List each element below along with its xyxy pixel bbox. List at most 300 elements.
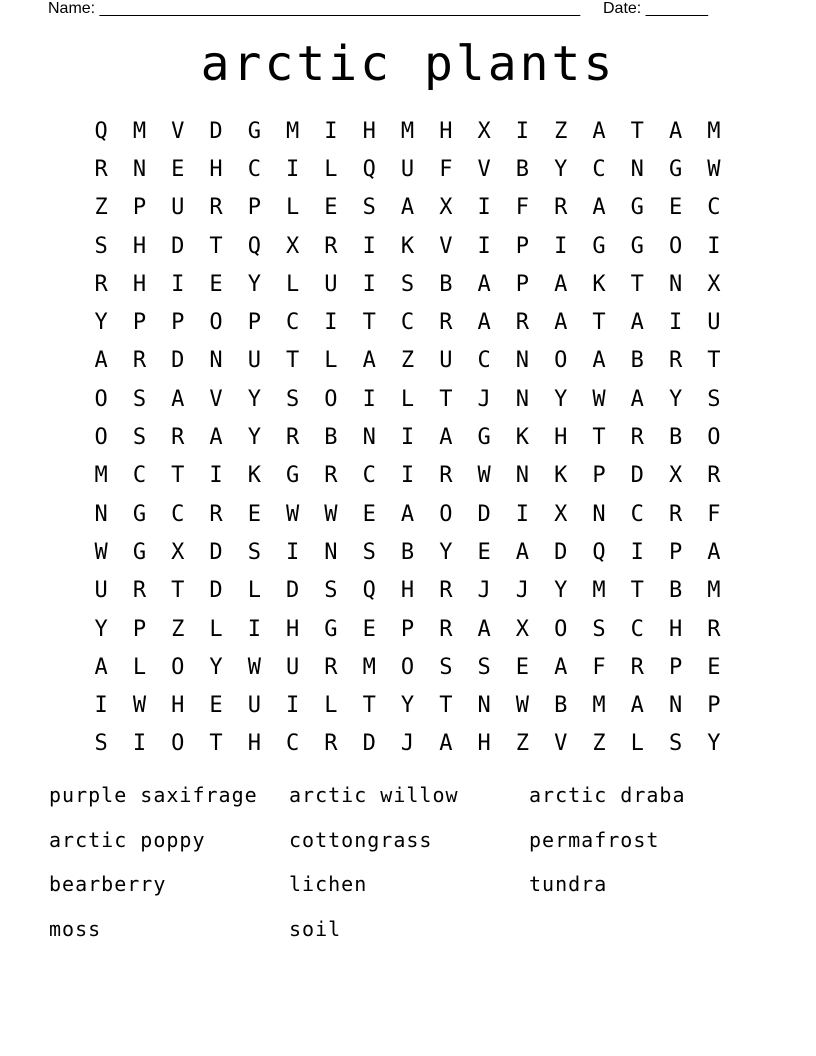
grid-letter[interactable]: Q (362, 156, 376, 182)
grid-letter[interactable]: H (209, 156, 223, 182)
grid-letter[interactable]: Y (554, 156, 568, 182)
grid-letter[interactable]: U (247, 348, 261, 374)
grid-letter[interactable]: G (132, 539, 147, 565)
grid-letter[interactable]: K (400, 233, 415, 259)
word-list-item: cottongrass (289, 827, 433, 852)
grid-letter[interactable]: Q (362, 578, 376, 604)
grid-letter[interactable]: I (400, 463, 415, 489)
grid-letter[interactable]: R (439, 578, 453, 604)
grid-letter[interactable]: W (324, 501, 338, 527)
grid-letter[interactable]: P (400, 616, 415, 642)
grid-letter[interactable]: C (286, 310, 300, 336)
grid-letter[interactable]: N (209, 348, 223, 374)
grid-letter[interactable]: Y (554, 386, 568, 412)
grid-letter[interactable]: A (592, 195, 606, 221)
grid-letter[interactable]: Z (400, 348, 415, 374)
grid-letter[interactable]: G (630, 195, 644, 221)
grid-letter[interactable]: W (592, 386, 606, 412)
grid-letter[interactable]: Z (515, 731, 530, 757)
grid-letter[interactable]: X (286, 233, 300, 259)
grid-letter[interactable]: T (171, 463, 185, 489)
grid-letter[interactable]: C (630, 501, 644, 527)
grid-letter[interactable]: L (209, 616, 223, 642)
grid-letter[interactable]: P (247, 195, 261, 221)
grid-letter[interactable]: O (171, 654, 185, 680)
grid-letter[interactable]: E (171, 156, 185, 182)
grid-letter[interactable]: K (247, 463, 261, 489)
grid-letter[interactable]: C (362, 463, 376, 489)
grid-letter[interactable]: J (515, 578, 530, 604)
grid-letter[interactable]: A (592, 348, 606, 374)
grid-letter[interactable]: M (707, 578, 721, 604)
grid-letter[interactable]: Z (554, 118, 568, 144)
grid-letter[interactable]: Y (209, 654, 223, 680)
grid-letter[interactable]: T (209, 233, 223, 259)
grid-letter[interactable]: I (668, 310, 683, 336)
grid-letter[interactable]: C (132, 463, 147, 489)
grid-letter[interactable]: X (668, 463, 683, 489)
grid-letter[interactable]: U (286, 654, 300, 680)
grid-letter[interactable]: T (630, 578, 644, 604)
grid-letter[interactable]: N (630, 156, 644, 182)
grid-letter[interactable]: Y (554, 578, 568, 604)
grid-letter[interactable]: T (630, 118, 644, 144)
grid-letter[interactable]: A (477, 616, 491, 642)
grid-letter[interactable]: M (362, 654, 376, 680)
grid-letter[interactable]: W (515, 693, 530, 719)
grid-letter[interactable]: P (515, 233, 530, 259)
word-list-item: lichen (289, 872, 368, 897)
grid-letter[interactable]: E (209, 271, 223, 297)
grid-letter[interactable]: G (592, 233, 606, 259)
grid-letter[interactable]: A (630, 386, 644, 412)
grid-letter[interactable]: A (439, 731, 453, 757)
grid-letter[interactable]: X (554, 501, 568, 527)
grid-letter[interactable]: G (132, 501, 147, 527)
grid-letter[interactable]: I (286, 156, 300, 182)
grid-letter[interactable]: J (400, 731, 415, 757)
grid-letter[interactable]: X (171, 539, 185, 565)
grid-letter[interactable]: X (477, 118, 491, 144)
grid-letter[interactable]: J (477, 578, 491, 604)
grid-letter[interactable]: S (247, 539, 261, 565)
grid-letter[interactable]: O (668, 233, 683, 259)
grid-letter[interactable]: V (171, 118, 185, 144)
grid-letter[interactable]: B (324, 425, 338, 451)
grid-letter[interactable]: S (94, 731, 108, 757)
grid-letter[interactable]: L (286, 271, 300, 297)
grid-letter[interactable]: D (477, 501, 491, 527)
grid-letter[interactable]: G (324, 616, 338, 642)
grid-letter[interactable]: O (94, 386, 108, 412)
grid-letter[interactable]: P (515, 271, 530, 297)
grid-letter[interactable]: Z (94, 195, 108, 221)
grid-letter[interactable]: M (707, 118, 721, 144)
grid-letter[interactable]: S (439, 654, 453, 680)
grid-letter[interactable]: B (554, 693, 568, 719)
grid-letter[interactable]: O (707, 425, 721, 451)
grid-letter[interactable]: W (247, 654, 261, 680)
grid-letter[interactable]: G (247, 118, 261, 144)
grid-letter[interactable]: O (324, 386, 338, 412)
grid-letter[interactable]: R (439, 616, 453, 642)
grid-letter[interactable]: N (94, 501, 108, 527)
word-list-item: arctic draba (529, 783, 686, 807)
grid-letter[interactable]: A (209, 425, 223, 451)
grid-letter[interactable]: H (247, 731, 261, 757)
grid-letter[interactable]: A (630, 310, 644, 336)
grid-letter[interactable]: T (592, 425, 606, 451)
grid-letter[interactable]: B (515, 156, 530, 182)
grid-letter[interactable]: N (477, 693, 491, 719)
grid-letter[interactable]: T (630, 271, 644, 297)
grid-letter[interactable]: H (477, 731, 491, 757)
grid-letter[interactable]: I (286, 539, 300, 565)
grid-letter[interactable]: C (592, 156, 606, 182)
grid-letter[interactable]: A (707, 539, 721, 565)
grid-letter[interactable]: A (477, 271, 491, 297)
grid-letter[interactable]: A (668, 118, 683, 144)
grid-letter[interactable]: V (554, 731, 568, 757)
grid-letter[interactable]: C (477, 348, 491, 374)
grid-letter[interactable]: A (94, 654, 108, 680)
grid-letter[interactable]: B (668, 578, 683, 604)
grid-letter[interactable]: T (286, 348, 300, 374)
grid-letter[interactable]: H (668, 616, 683, 642)
grid-letter[interactable]: L (630, 731, 644, 757)
grid-letter[interactable]: R (132, 348, 147, 374)
grid-letter[interactable]: S (477, 654, 491, 680)
grid-letter[interactable]: O (400, 654, 415, 680)
grid-letter[interactable]: D (286, 578, 300, 604)
grid-letter[interactable]: O (94, 425, 108, 451)
grid-letter[interactable]: W (94, 539, 108, 565)
name-blank[interactable]: ______________________________________________________ (99, 0, 581, 17)
grid-letter[interactable]: R (668, 348, 683, 374)
grid-letter[interactable]: A (554, 310, 568, 336)
grid-letter[interactable]: L (286, 195, 300, 221)
grid-letter[interactable]: O (209, 310, 223, 336)
grid-letter[interactable]: A (94, 348, 108, 374)
grid-letter[interactable]: U (707, 310, 721, 336)
grid-letter[interactable]: B (630, 348, 644, 374)
grid-letter[interactable]: D (209, 539, 223, 565)
grid-letter[interactable]: P (171, 310, 185, 336)
grid-letter[interactable]: D (554, 539, 568, 565)
grid-letter[interactable]: N (515, 386, 530, 412)
grid-letter[interactable]: A (362, 348, 376, 374)
grid-letter[interactable]: I (324, 118, 338, 144)
grid-letter[interactable]: R (132, 578, 147, 604)
grid-letter[interactable]: D (171, 233, 185, 259)
grid-letter[interactable]: I (362, 233, 376, 259)
grid-letter[interactable]: R (209, 501, 223, 527)
grid-letter[interactable]: R (94, 156, 108, 182)
grid-letter[interactable]: P (132, 195, 147, 221)
grid-letter[interactable]: A (477, 310, 491, 336)
word-list-item: tundra (529, 872, 608, 897)
grid-letter[interactable]: L (324, 693, 338, 719)
grid-letter[interactable]: C (707, 195, 721, 221)
grid-letter[interactable]: T (362, 310, 376, 336)
grid-letter[interactable]: S (362, 539, 376, 565)
grid-letter[interactable]: I (324, 310, 338, 336)
grid-letter[interactable]: A (400, 501, 415, 527)
grid-letter[interactable]: U (94, 578, 108, 604)
grid-letter[interactable]: E (209, 693, 223, 719)
grid-letter[interactable]: E (707, 654, 721, 680)
grid-letter[interactable]: N (324, 539, 338, 565)
grid-letter[interactable]: D (362, 731, 376, 757)
grid-letter[interactable]: C (400, 310, 415, 336)
grid-letter[interactable]: G (286, 463, 300, 489)
grid-letter[interactable]: K (592, 271, 606, 297)
grid-letter[interactable]: G (668, 156, 683, 182)
grid-letter[interactable]: U (247, 693, 261, 719)
grid-letter[interactable]: R (324, 463, 338, 489)
grid-letter[interactable]: M (592, 578, 606, 604)
grid-letter[interactable]: E (668, 195, 683, 221)
grid-letter[interactable]: D (630, 463, 644, 489)
grid-letter[interactable]: K (515, 425, 530, 451)
grid-letter[interactable]: S (132, 386, 147, 412)
grid-letter[interactable]: L (324, 348, 338, 374)
grid-letter[interactable]: O (554, 348, 568, 374)
grid-letter[interactable]: C (247, 156, 261, 182)
grid-letter[interactable]: L (132, 654, 147, 680)
grid-letter[interactable]: I (630, 539, 644, 565)
grid-letter[interactable]: I (247, 616, 261, 642)
grid-letter[interactable]: N (668, 271, 683, 297)
grid-letter[interactable]: P (132, 310, 147, 336)
grid-letter[interactable]: R (668, 501, 683, 527)
grid-letter[interactable]: R (324, 731, 338, 757)
grid-letter[interactable]: Y (247, 271, 261, 297)
grid-letter[interactable]: S (362, 195, 376, 221)
grid-letter[interactable]: O (171, 731, 185, 757)
grid-letter[interactable]: R (630, 425, 644, 451)
grid-letter[interactable]: Q (247, 233, 261, 259)
grid-letter[interactable]: Y (94, 616, 108, 642)
grid-letter[interactable]: I (554, 233, 568, 259)
grid-letter[interactable]: I (707, 233, 721, 259)
grid-letter[interactable]: T (171, 578, 185, 604)
grid-letter[interactable]: R (515, 310, 530, 336)
grid-letter[interactable]: E (362, 501, 376, 527)
grid-letter[interactable]: P (668, 539, 683, 565)
grid-letter[interactable]: I (209, 463, 223, 489)
grid-letter[interactable]: C (630, 616, 644, 642)
grid-letter[interactable]: R (94, 271, 108, 297)
grid-letter[interactable]: B (668, 425, 683, 451)
grid-letter[interactable]: P (592, 463, 606, 489)
grid-letter[interactable]: R (439, 463, 453, 489)
grid-letter[interactable]: I (286, 693, 300, 719)
grid-letter[interactable]: F (707, 501, 721, 527)
grid-letter[interactable]: M (94, 463, 108, 489)
grid-letter[interactable]: H (132, 271, 147, 297)
grid-letter[interactable]: I (362, 271, 376, 297)
grid-letter[interactable]: B (439, 271, 453, 297)
grid-letter[interactable]: Y (94, 310, 108, 336)
grid-letter[interactable]: T (592, 310, 606, 336)
grid-letter[interactable]: Y (247, 425, 261, 451)
grid-letter[interactable]: S (324, 578, 338, 604)
grid-letter[interactable]: I (362, 386, 376, 412)
grid-letter[interactable]: R (554, 195, 568, 221)
grid-letter[interactable]: D (209, 118, 223, 144)
grid-letter[interactable]: T (209, 731, 223, 757)
word-list-item: purple saxifrage (49, 783, 258, 807)
word-list-item: arctic poppy (49, 827, 206, 852)
grid-letter[interactable]: S (400, 271, 415, 297)
grid-letter[interactable]: S (668, 731, 683, 757)
date-blank[interactable]: _______ (645, 0, 708, 17)
grid-letter[interactable]: M (400, 118, 415, 144)
grid-letter[interactable]: W (707, 156, 721, 182)
grid-letter[interactable]: U (400, 156, 415, 182)
grid-letter[interactable]: A (554, 271, 568, 297)
grid-letter[interactable]: N (362, 425, 376, 451)
grid-letter[interactable]: N (592, 501, 606, 527)
grid-letter[interactable]: N (515, 348, 530, 374)
grid-letter[interactable]: R (286, 425, 300, 451)
grid-letter[interactable]: V (439, 233, 453, 259)
grid-letter[interactable]: H (439, 118, 453, 144)
name-label: Name: (48, 0, 96, 17)
grid-letter[interactable]: A (171, 386, 185, 412)
grid-letter[interactable]: P (132, 616, 147, 642)
grid-letter[interactable]: R (171, 425, 185, 451)
grid-letter[interactable]: R (209, 195, 223, 221)
grid-letter[interactable]: W (477, 463, 491, 489)
grid-letter[interactable]: R (324, 233, 338, 259)
grid-letter[interactable]: G (477, 425, 491, 451)
grid-letter[interactable]: A (400, 195, 415, 221)
grid-letter[interactable]: E (477, 539, 491, 565)
grid-letter[interactable]: R (630, 654, 644, 680)
grid-letter[interactable]: H (554, 425, 568, 451)
grid-letter[interactable]: Y (247, 386, 261, 412)
grid-letter[interactable]: W (286, 501, 300, 527)
grid-letter[interactable]: C (171, 501, 185, 527)
grid-letter[interactable]: M (132, 118, 147, 144)
grid-letter[interactable]: U (439, 348, 453, 374)
grid-letter[interactable]: O (554, 616, 568, 642)
grid-letter[interactable]: T (439, 693, 453, 719)
grid-letter[interactable]: I (400, 425, 415, 451)
grid-letter[interactable]: N (132, 156, 147, 182)
grid-letter[interactable]: T (439, 386, 453, 412)
grid-letter[interactable]: P (707, 693, 721, 719)
grid-letter[interactable]: S (94, 233, 108, 259)
grid-letter[interactable]: F (515, 195, 530, 221)
grid-letter[interactable]: N (515, 463, 530, 489)
grid-letter[interactable]: T (362, 693, 376, 719)
grid-letter[interactable]: L (247, 578, 261, 604)
grid-letter[interactable]: I (171, 271, 185, 297)
grid-letter[interactable]: U (324, 271, 338, 297)
grid-letter[interactable]: Q (592, 539, 606, 565)
grid-letter[interactable]: E (324, 195, 338, 221)
grid-letter[interactable]: R (707, 463, 721, 489)
grid-letter[interactable]: T (707, 348, 721, 374)
grid-letter[interactable]: P (668, 654, 683, 680)
grid-letter[interactable]: X (707, 271, 721, 297)
grid-letter[interactable]: I (515, 118, 530, 144)
grid-letter[interactable]: D (209, 578, 223, 604)
grid-letter[interactable]: O (439, 501, 453, 527)
grid-letter[interactable]: D (171, 348, 185, 374)
grid-letter[interactable]: J (477, 386, 491, 412)
grid-letter[interactable]: W (132, 693, 147, 719)
grid-letter[interactable]: V (209, 386, 223, 412)
grid-letter[interactable]: Y (668, 386, 683, 412)
grid-letter[interactable]: A (515, 539, 530, 565)
grid-letter[interactable]: Q (94, 118, 108, 144)
grid-letter[interactable]: H (362, 118, 376, 144)
grid-letter[interactable]: R (707, 616, 721, 642)
grid-letter[interactable]: I (477, 195, 491, 221)
grid-letter[interactable]: G (630, 233, 644, 259)
grid-letter[interactable]: R (439, 310, 453, 336)
grid-letter[interactable]: S (132, 425, 147, 451)
grid-letter[interactable]: U (171, 195, 185, 221)
grid-letter[interactable]: A (630, 693, 644, 719)
grid-letter[interactable]: I (515, 501, 530, 527)
grid-letter[interactable]: Y (707, 731, 721, 757)
grid-letter[interactable]: A (554, 654, 568, 680)
grid-letter[interactable]: Y (400, 693, 415, 719)
grid-letter[interactable]: C (286, 731, 300, 757)
grid-letter[interactable]: B (400, 539, 415, 565)
grid-letter[interactable]: V (477, 156, 491, 182)
grid-letter[interactable]: M (286, 118, 300, 144)
grid-letter[interactable]: X (515, 616, 530, 642)
grid-letter[interactable]: E (515, 654, 530, 680)
grid-letter[interactable]: E (247, 501, 261, 527)
grid-letter[interactable]: L (400, 386, 415, 412)
grid-letter[interactable]: X (439, 195, 453, 221)
grid-letter[interactable]: H (132, 233, 147, 259)
grid-letter[interactable]: I (477, 233, 491, 259)
grid-letter[interactable]: N (668, 693, 683, 719)
grid-letter[interactable]: F (592, 654, 606, 680)
grid-letter[interactable]: P (247, 310, 261, 336)
grid-letter[interactable]: K (554, 463, 568, 489)
grid-letter[interactable]: S (286, 386, 300, 412)
grid-letter[interactable]: H (171, 693, 185, 719)
grid-letter[interactable]: S (592, 616, 606, 642)
grid-letter[interactable]: M (592, 693, 606, 719)
grid-letter[interactable]: I (132, 731, 147, 757)
name-date-line (48, 0, 708, 18)
grid-letter[interactable]: S (707, 386, 721, 412)
grid-letter[interactable]: Y (439, 539, 453, 565)
grid-letter[interactable]: H (286, 616, 300, 642)
grid-letter[interactable]: Z (171, 616, 185, 642)
grid-letter[interactable]: R (324, 654, 338, 680)
grid-letter[interactable]: Z (592, 731, 606, 757)
grid-letter[interactable]: A (439, 425, 453, 451)
grid-letter[interactable]: E (362, 616, 376, 642)
grid-letter[interactable]: F (439, 156, 453, 182)
grid-letter[interactable]: L (324, 156, 338, 182)
grid-letter[interactable]: H (400, 578, 415, 604)
word-list-item: soil (289, 916, 342, 941)
grid-letter[interactable]: A (592, 118, 606, 144)
grid-letter[interactable]: I (94, 693, 108, 719)
